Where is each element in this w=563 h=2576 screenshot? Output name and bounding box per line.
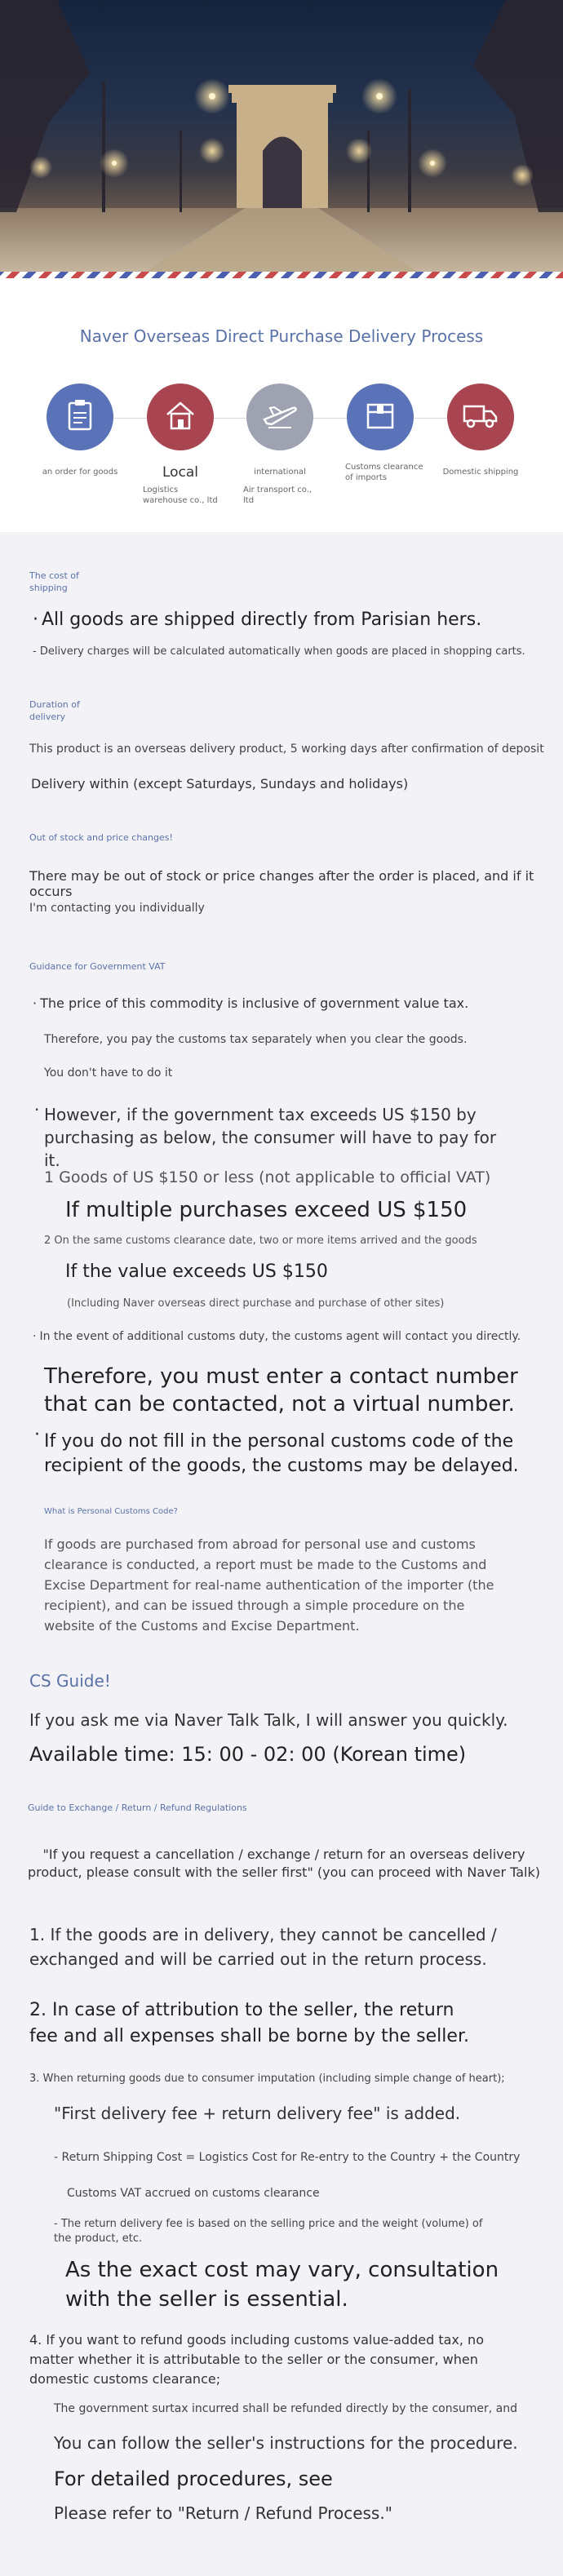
- customs-code-question: What is Personal Customs Code?: [44, 1507, 178, 1516]
- step-international-caption: international: [254, 468, 306, 477]
- refund-point-3a: "First delivery fee + return delivery fee" is added.: [54, 2104, 461, 2123]
- vat-line-4: · However, if the government tax exceeds US $150 by purchasing as below, the consumer will have to pay for it.: [34, 1103, 508, 1172]
- step-local-caption: Local: [162, 464, 199, 481]
- step-domestic-circle: [447, 384, 514, 450]
- cs-guide-title: CS Guide!: [29, 1671, 111, 1691]
- refund-point-3d: - The return delivery fee is based on the selling price and the weight (volume) of the product, etc.: [54, 2218, 483, 2245]
- cs-line-2: Available time: 15: 00 - 02: 00 (Korean time): [29, 1743, 467, 1766]
- hero-illustration: [0, 0, 563, 276]
- step-customs-circle: [347, 384, 414, 450]
- refund-point-3c: Customs VAT accrued on customs clearance: [67, 2187, 320, 2200]
- refund-point-3e: As the exact cost may vary, consultation with the seller is essential.: [65, 2258, 499, 2312]
- vat-line-9: (Including Naver overseas direct purchase and purchase of other sites): [67, 1297, 445, 1310]
- truck-icon: [462, 401, 499, 432]
- vat-line-12: · If you do not fill in the personal customs code of the recipient of the goods, the customs may be delayed.: [34, 1430, 524, 1479]
- refund-point-4: 4. If you want to refund goods including customs value-added tax, no matter whether it is attributable to the seller or the consumer, when domestic customs clearance;: [29, 2332, 484, 2387]
- box-icon: [365, 400, 396, 434]
- section-label-cost: The cost of shipping: [29, 570, 79, 593]
- step-international-circle: [246, 384, 313, 450]
- refund-point-4b: You can follow the seller's instructions for the procedure.: [54, 2433, 518, 2453]
- refund-point-3b: - Return Shipping Cost = Logistics Cost for Re-entry to the Country + the Country: [54, 2151, 521, 2164]
- vat-line-3: You don't have to do it: [44, 1066, 173, 1080]
- vat-line-2: Therefore, you pay the customs tax separately when you clear the goods.: [44, 1033, 468, 1046]
- refund-point-5a: Please refer to "Return / Refund Process.": [54, 2503, 392, 2523]
- house-icon: [164, 400, 197, 434]
- step-local-circle: [147, 384, 214, 450]
- vat-line-1: · The price of this commodity is inclusive of government value tax.: [33, 995, 468, 1011]
- step-domestic-caption: Domestic shipping: [442, 468, 519, 477]
- vat-line-7: 2 On the same customs clearance date, two or more items arrived and the goods: [44, 1235, 477, 1247]
- section-label-vat: Guidance for Government VAT: [29, 961, 166, 972]
- refund-point-3: 3. When returning goods due to consumer imputation (including simple change of heart);: [29, 2073, 505, 2085]
- cost-line-1: · All goods are shipped directly from Parisian hers.: [33, 610, 481, 630]
- vat-line-8: If the value exceeds US $150: [65, 1261, 328, 1282]
- step-order-caption: an order for goods: [42, 468, 118, 477]
- step-customs-caption: Customs clearance of imports: [345, 463, 423, 482]
- refund-point-5: For detailed procedures, see: [54, 2467, 333, 2490]
- airmail-stripe-divider: [0, 272, 563, 278]
- vat-line-5: 1 Goods of US $150 or less (not applicable to official VAT): [44, 1168, 491, 1186]
- airplane-icon: [262, 401, 298, 432]
- vat-line-4-text: However, if the government tax exceeds US $150 by purchasing as below, the consumer will have to pay for it.: [44, 1105, 497, 1170]
- vat-line-11: Therefore, you must enter a contact number that can be contacted, not a virtual number.: [44, 1364, 518, 1417]
- refund-intro: "If you request a cancellation / exchange / return for an overseas delivery product, please consult with the seller first" (you can proceed with Naver Talk): [27, 1847, 540, 1880]
- customs-code-explanation: If goods are purchased from abroad for personal use and customs clearance is conducted, a report must be made to the Customs and Excise Department for real-name authentication of the importer (the recipient), and can be issued through a simple procedure on the website of the Customs and Excise Department.: [44, 1536, 494, 1634]
- section-label-refund: Guide to Exchange / Return / Refund Regulations: [28, 1802, 247, 1813]
- page-title: Naver Overseas Direct Purchase Delivery Process: [79, 326, 484, 346]
- section-label-stock: Out of stock and price changes!: [29, 832, 173, 843]
- vat-line-6: If multiple purchases exceed US $150: [65, 1198, 468, 1222]
- cost-line-2: - Delivery charges will be calculated automatically when goods are placed in shopping carts.: [33, 645, 525, 658]
- step-local-subcaption: Logistics warehouse co., ltd: [143, 485, 218, 505]
- step-order-circle: [47, 384, 113, 450]
- stock-line-1: There may be out of stock or price changes after the order is placed, and if it occurs: [29, 868, 534, 899]
- stock-line-2: I'm contacting you individually: [29, 902, 205, 915]
- cs-line-1: If you ask me via Naver Talk Talk, I will answer you quickly.: [29, 1710, 508, 1730]
- refund-point-2: 2. In case of attribution to the seller, the return fee and all expenses shall be borne by the seller.: [29, 2000, 469, 2046]
- refund-point-1: 1. If the goods are in delivery, they cannot be cancelled / exchanged and will be carried out in the return process.: [29, 1925, 497, 1969]
- step-international-subcaption: Air transport co., ltd: [243, 485, 313, 505]
- duration-line-1: This product is an overseas delivery product, 5 working days after confirmation of deposit: [29, 743, 544, 756]
- duration-line-2: Delivery within (except Saturdays, Sundays and holidays): [31, 776, 409, 791]
- vat-line-12-text: If you do not fill in the personal customs code of the recipient of the goods, the customs may be delayed.: [44, 1431, 519, 1476]
- refund-point-4a: The government surtax incurred shall be refunded directly by the consumer, and: [54, 2402, 517, 2415]
- hero-photo-arc-de-triomphe: [0, 0, 563, 276]
- vat-line-10: · In the event of additional customs duty, the customs agent will contact you directly.: [33, 1330, 521, 1343]
- clipboard-icon: [64, 398, 95, 436]
- section-label-duration: Duration of delivery: [29, 699, 80, 722]
